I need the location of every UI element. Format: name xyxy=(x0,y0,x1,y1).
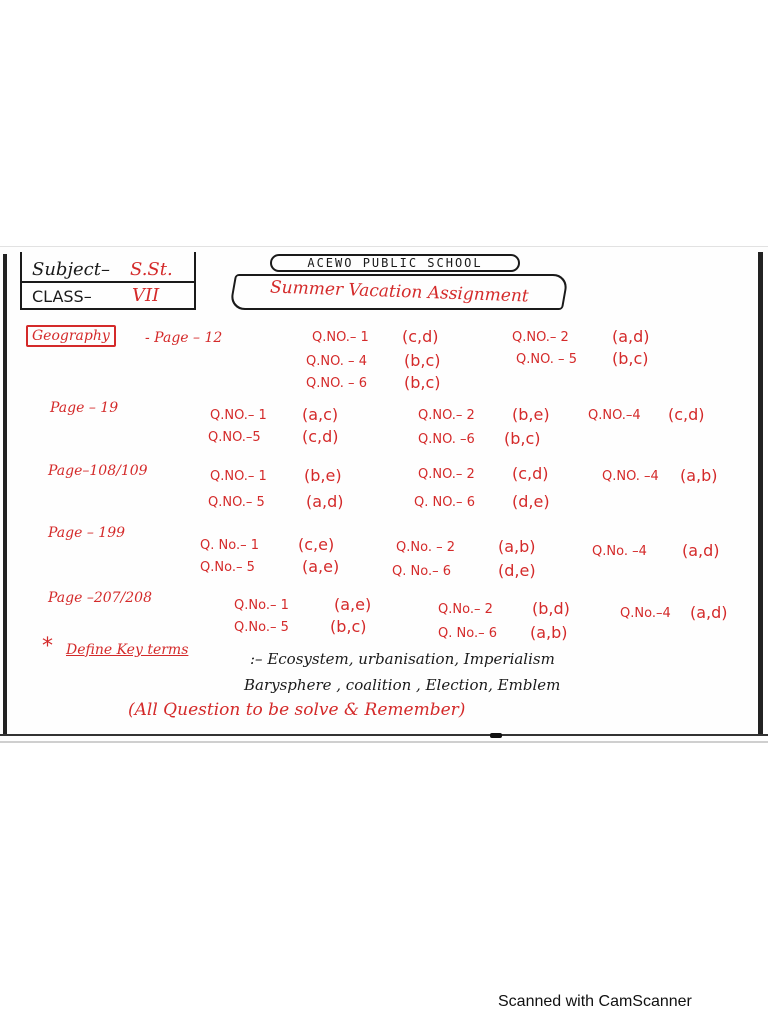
answer-options: (a,d) xyxy=(690,603,728,622)
question-number: Q.NO.– 5 xyxy=(208,495,265,510)
answer-options: (a,d) xyxy=(306,492,344,511)
question-number: Q. No.– 6 xyxy=(392,564,451,579)
question-number: Q.NO.– 2 xyxy=(418,408,475,423)
answer-options: (b,c) xyxy=(330,617,367,636)
answer-options: (c,e) xyxy=(298,535,335,554)
answer-options: (a,d) xyxy=(682,541,720,560)
instruction-note: (All Question to be solve & Remember) xyxy=(128,700,466,720)
answer-options: (a,e) xyxy=(302,557,340,576)
answer-options: (b,c) xyxy=(404,351,441,370)
question-number: Q.No.– 2 xyxy=(438,602,493,617)
question-number: Q. NO.– 6 xyxy=(414,495,475,510)
answer-options: (c,d) xyxy=(512,464,549,483)
question-number: Q.NO. – 6 xyxy=(306,376,367,391)
question-number: Q.NO. –4 xyxy=(602,469,659,484)
answer-options: (b,c) xyxy=(404,373,441,392)
class-value: VII xyxy=(132,285,160,306)
asterisk-icon: * xyxy=(42,634,53,659)
school-name: ACEWO PUBLIC SCHOOL xyxy=(270,254,520,272)
page-right-edge xyxy=(758,252,763,734)
key-terms-label: Define Key terms xyxy=(66,642,189,658)
question-number: Q.No.– 5 xyxy=(200,560,255,575)
answer-options: (a,c) xyxy=(302,405,339,424)
page-label: Page – 199 xyxy=(48,525,126,541)
answer-options: (a,d) xyxy=(612,327,650,346)
page-clip-mark xyxy=(490,733,502,738)
answer-options: (d,e) xyxy=(512,492,550,511)
question-number: Q.NO.– 2 xyxy=(418,467,475,482)
page-bottom-edge xyxy=(0,734,768,736)
answer-options: (b,c) xyxy=(504,429,541,448)
geography-label: Geography xyxy=(26,325,116,347)
answer-options: (a,b) xyxy=(680,466,718,485)
scanner-watermark: Scanned with CamScanner xyxy=(498,993,692,1010)
assignment-title: Summer Vacation Assignment xyxy=(269,277,529,307)
question-number: Q. No.– 6 xyxy=(438,626,497,641)
question-number: Q.No.– 5 xyxy=(234,620,289,635)
question-number: Q.NO. – 4 xyxy=(306,354,367,369)
question-number: Q.NO.– 1 xyxy=(312,330,369,345)
answer-options: (c,d) xyxy=(402,327,439,346)
answer-options: (a,e) xyxy=(334,595,372,614)
answer-options: (c,d) xyxy=(668,405,705,424)
question-number: Q.No. – 2 xyxy=(396,540,455,555)
subject-label: Subject– xyxy=(32,259,110,280)
page-label: Page – 19 xyxy=(50,400,119,416)
answer-options: (c,d) xyxy=(302,427,339,446)
question-number: Q.NO.– 2 xyxy=(512,330,569,345)
answer-options: (a,b) xyxy=(530,623,568,642)
question-number: Q.NO.–5 xyxy=(208,430,261,445)
scanned-page xyxy=(0,246,768,743)
key-terms-line-1: :– Ecosystem, urbanisation, Imperialism xyxy=(250,650,555,668)
class-label: CLASS– xyxy=(32,287,92,306)
question-number: Q.No.–4 xyxy=(620,606,671,621)
page-label: Page –207/208 xyxy=(48,590,152,606)
key-terms-line-2: Barysphere , coalition , Election, Emblem xyxy=(244,676,561,694)
page-left-edge xyxy=(3,254,7,734)
question-number: Q.NO.–4 xyxy=(588,408,641,423)
question-number: Q.No.– 1 xyxy=(234,598,289,613)
answer-options: (b,c) xyxy=(612,349,649,368)
answer-options: (b,d) xyxy=(532,599,570,618)
answer-options: (b,e) xyxy=(512,405,550,424)
question-number: Q.NO.– 1 xyxy=(210,408,267,423)
answer-options: (d,e) xyxy=(498,561,536,580)
question-number: Q.No. –4 xyxy=(592,544,647,559)
page-label: - Page – 12 xyxy=(145,330,223,346)
page-label: Page–108/109 xyxy=(48,463,148,479)
answer-options: (b,e) xyxy=(304,466,342,485)
question-number: Q.NO. – 5 xyxy=(516,352,577,367)
subject-value: S.St. xyxy=(130,259,173,280)
question-number: Q.NO. –6 xyxy=(418,432,475,447)
assignment-banner xyxy=(229,274,569,310)
answer-options: (a,b) xyxy=(498,537,536,556)
question-number: Q.NO.– 1 xyxy=(210,469,267,484)
question-number: Q. No.– 1 xyxy=(200,538,259,553)
